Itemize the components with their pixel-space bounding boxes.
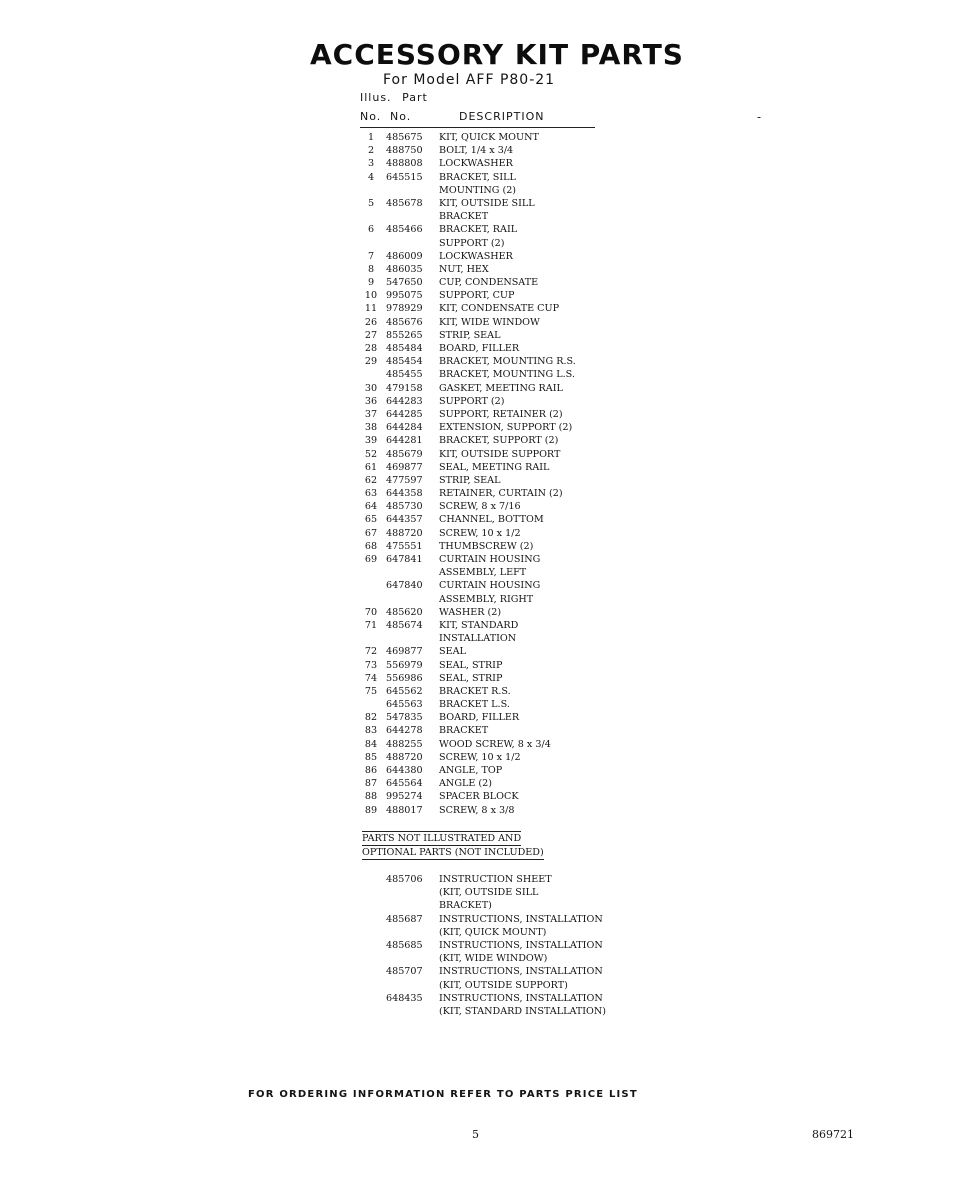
part-description: KIT, OUTSIDE SILL [439,197,535,209]
illus-number: 63 [364,488,378,500]
part-description: KIT, CONDENSATE CUP [439,303,560,315]
part-number: 485685 [386,939,423,951]
part-description: SEAL [439,646,466,658]
part-description: WOOD SCREW, 8 x 3/4 [439,738,551,750]
part-number: 485687 [386,913,423,925]
part-number: 485674 [386,619,423,631]
illus-number: 85 [364,751,378,763]
part-description: SCREW, 8 x 7/16 [439,501,521,513]
part-description: SEAL, MEETING RAIL [439,461,550,473]
part-number: 485706 [386,874,423,885]
part-description: KIT, WIDE WINDOW [439,316,540,328]
part-number: 995274 [386,791,423,803]
part-header: Part [402,91,428,104]
part-description: KIT, STANDARD [439,619,519,631]
part-description: INSTRUCTIONS, INSTALLATION [439,939,603,951]
part-description: BRACKET R.S. [439,685,511,697]
part-number: 644358 [386,488,423,500]
illus-number: 65 [364,514,378,526]
illus-number: 3 [367,158,375,170]
part-number: 647841 [386,554,423,565]
part-number: 485678 [386,197,423,209]
part-number: 486009 [386,250,423,262]
part-number: 488255 [386,738,423,750]
illus-number: 83 [364,725,378,737]
part-number: 644357 [386,514,423,526]
part-number: 644285 [386,408,423,420]
illus-number: 71 [364,619,378,631]
illus-number: 89 [364,804,378,816]
illus-number: 84 [364,738,378,750]
part-number: 469877 [386,646,423,658]
part-number: 469877 [386,461,423,473]
part-number: 485454 [386,356,423,368]
part-description: BRACKET [439,211,489,223]
part-description: (KIT, OUTSIDE SILL [439,887,539,899]
illus-number: 28 [364,343,378,354]
part-number: 645564 [386,778,423,790]
part-number: 488750 [386,145,423,157]
part-number: 488720 [386,751,423,763]
part-number: 479158 [386,382,423,394]
illus-number: 72 [364,646,378,658]
model-subtitle: For Model AFF P80-21 [383,72,556,88]
part-description: SUPPORT (2) [439,237,505,249]
illus-number: 39 [364,435,378,447]
illus-number: 87 [364,778,378,790]
part-description: CURTAIN HOUSING [439,554,541,565]
part-description: BOLT, 1/4 x 3/4 [439,145,514,157]
illus-number: 37 [364,408,378,420]
part-description: (KIT, QUICK MOUNT) [439,926,547,938]
part-number: 488808 [386,158,423,170]
illus-number: 8 [367,263,375,275]
illus-number: 10 [364,290,378,302]
part-number: 485484 [386,343,423,354]
illus-number: 2 [367,145,375,157]
illus-number: 38 [364,422,378,434]
illus-no-header: No. [360,110,382,123]
part-description: MOUNTING (2) [439,184,517,196]
part-number: 644284 [386,422,423,434]
illus-number: 82 [364,712,378,724]
column-header [360,110,595,128]
part-description: BRACKET, SUPPORT (2) [439,435,559,447]
part-description: GASKET, MEETING RAIL [439,382,563,394]
part-number: 647840 [386,580,423,592]
illus-number: 61 [364,461,378,473]
part-description: INSTRUCTION SHEET [439,874,552,885]
part-description: SUPPORT, CUP [439,290,515,302]
part-description: KIT, QUICK MOUNT [439,132,539,143]
part-number: 485675 [386,132,423,143]
part-number: 644283 [386,395,423,407]
part-description: RETAINER, CURTAIN (2) [439,488,563,500]
illus-number: 64 [364,501,378,513]
part-number: 485620 [386,606,423,618]
part-description: SUPPORT, RETAINER (2) [439,408,563,420]
part-number: 645515 [386,171,423,183]
illus-number: 70 [364,606,378,618]
part-number: 648435 [386,992,423,1004]
illus-number: 11 [364,303,378,315]
part-number: 488720 [386,527,423,539]
illus-number: 67 [364,527,378,539]
part-number: 644281 [386,435,423,447]
part-description: INSTRUCTIONS, INSTALLATION [439,992,603,1004]
part-number: 995075 [386,290,423,302]
part-description: INSTRUCTIONS, INSTALLATION [439,913,603,925]
part-number: 547650 [386,277,423,289]
part-number: 556979 [386,659,423,671]
document-number: 869721 [812,1128,854,1141]
optional-parts-header [362,831,562,860]
column-header-top [360,91,428,104]
optional-header-line2: OPTIONAL PARTS (NOT INCLUDED) [362,847,544,858]
part-description: SUPPORT (2) [439,395,505,407]
part-description: LOCKWASHER [439,250,513,262]
part-description: SEAL, STRIP [439,659,503,671]
part-description: EXTENSION, SUPPORT (2) [439,422,573,434]
part-number: 855265 [386,329,423,341]
illus-number: 69 [364,554,378,565]
part-number: 485466 [386,224,423,236]
part-description: BRACKET) [439,900,492,912]
illus-number: 27 [364,329,378,341]
description-header: DESCRIPTION [459,110,545,123]
part-description: SCREW, 10 x 1/2 [439,751,521,763]
part-number: 488017 [386,804,423,816]
illus-number: 30 [364,382,378,394]
ordering-footer: FOR ORDERING INFORMATION REFER TO PARTS PRICE LIST [248,1089,638,1100]
part-description: INSTRUCTIONS, INSTALLATION [439,966,603,978]
illus-number: 6 [367,224,375,236]
part-description: BOARD, FILLER [439,712,520,724]
part-description: CURTAIN HOUSING [439,580,541,592]
part-description: BRACKET, SILL [439,171,516,183]
part-description: BRACKET, RAIL [439,224,518,236]
part-number: 645563 [386,699,423,711]
illus-number: 4 [367,171,375,183]
part-description: ASSEMBLY, LEFT [439,567,527,579]
part-number: 644278 [386,725,423,737]
illus-number: 26 [364,316,378,328]
part-number: 978929 [386,303,423,315]
part-number: 485707 [386,966,423,978]
illus-number: 73 [364,659,378,671]
part-description: BRACKET L.S. [439,699,510,711]
part-number: 485455 [386,369,423,381]
part-description: CHANNEL, BOTTOM [439,514,544,526]
part-description: SPACER BLOCK [439,791,519,803]
illus-number: 52 [364,448,378,460]
margin-mark: - [757,110,762,124]
part-number: 485679 [386,448,423,460]
part-description: ANGLE (2) [439,778,492,790]
part-number: 486035 [386,263,423,275]
part-description: ASSEMBLY, RIGHT [439,593,534,605]
illus-number: 75 [364,685,378,697]
part-description: STRIP, SEAL [439,329,501,341]
part-description: KIT, OUTSIDE SUPPORT [439,448,561,460]
part-description: WASHER (2) [439,606,502,618]
part-description: SCREW, 8 x 3/8 [439,804,515,816]
illus-header: Illus. [360,91,392,104]
part-description: (KIT, STANDARD INSTALLATION) [439,1005,607,1017]
part-description: BOARD, FILLER [439,343,520,354]
part-number: 645562 [386,685,423,697]
part-number: 477597 [386,474,423,486]
part-description: NUT, HEX [439,263,489,275]
illus-number: 5 [367,197,375,209]
part-description: SEAL, STRIP [439,672,503,684]
part-number: 547835 [386,712,423,724]
part-number: 485730 [386,501,423,513]
illus-number: 1 [367,132,375,143]
part-number: 644380 [386,765,423,776]
part-description: (KIT, OUTSIDE SUPPORT) [439,979,568,991]
optional-header-line1: PARTS NOT ILLUSTRATED AND [362,833,522,844]
illus-number: 29 [364,356,378,368]
illus-number: 7 [367,250,375,262]
part-description: LOCKWASHER [439,158,513,170]
part-description: BRACKET [439,725,489,737]
part-description: SCREW, 10 x 1/2 [439,527,521,539]
part-description: CUP, CONDENSATE [439,277,539,289]
part-description: BRACKET, MOUNTING R.S. [439,356,576,368]
illus-number: 9 [367,277,375,289]
part-number: 485676 [386,316,423,328]
part-description: (KIT, WIDE WINDOW) [439,953,548,965]
part-description: ANGLE, TOP [439,765,503,776]
illus-number: 88 [364,791,378,803]
part-description: STRIP, SEAL [439,474,501,486]
part-number: 556986 [386,672,423,684]
illus-number: 68 [364,540,378,552]
illus-number: 86 [364,765,378,776]
part-description: BRACKET, MOUNTING L.S. [439,369,575,381]
illus-number: 36 [364,395,378,407]
page-title: ACCESSORY KIT PARTS [310,38,684,71]
illus-number: 74 [364,672,378,684]
part-number: 475551 [386,540,423,552]
illus-number: 62 [364,474,378,486]
page-number: 5 [472,1128,479,1141]
part-description: THUMBSCREW (2) [439,540,534,552]
part-no-header: No. [390,110,412,123]
part-description: INSTALLATION [439,633,517,645]
